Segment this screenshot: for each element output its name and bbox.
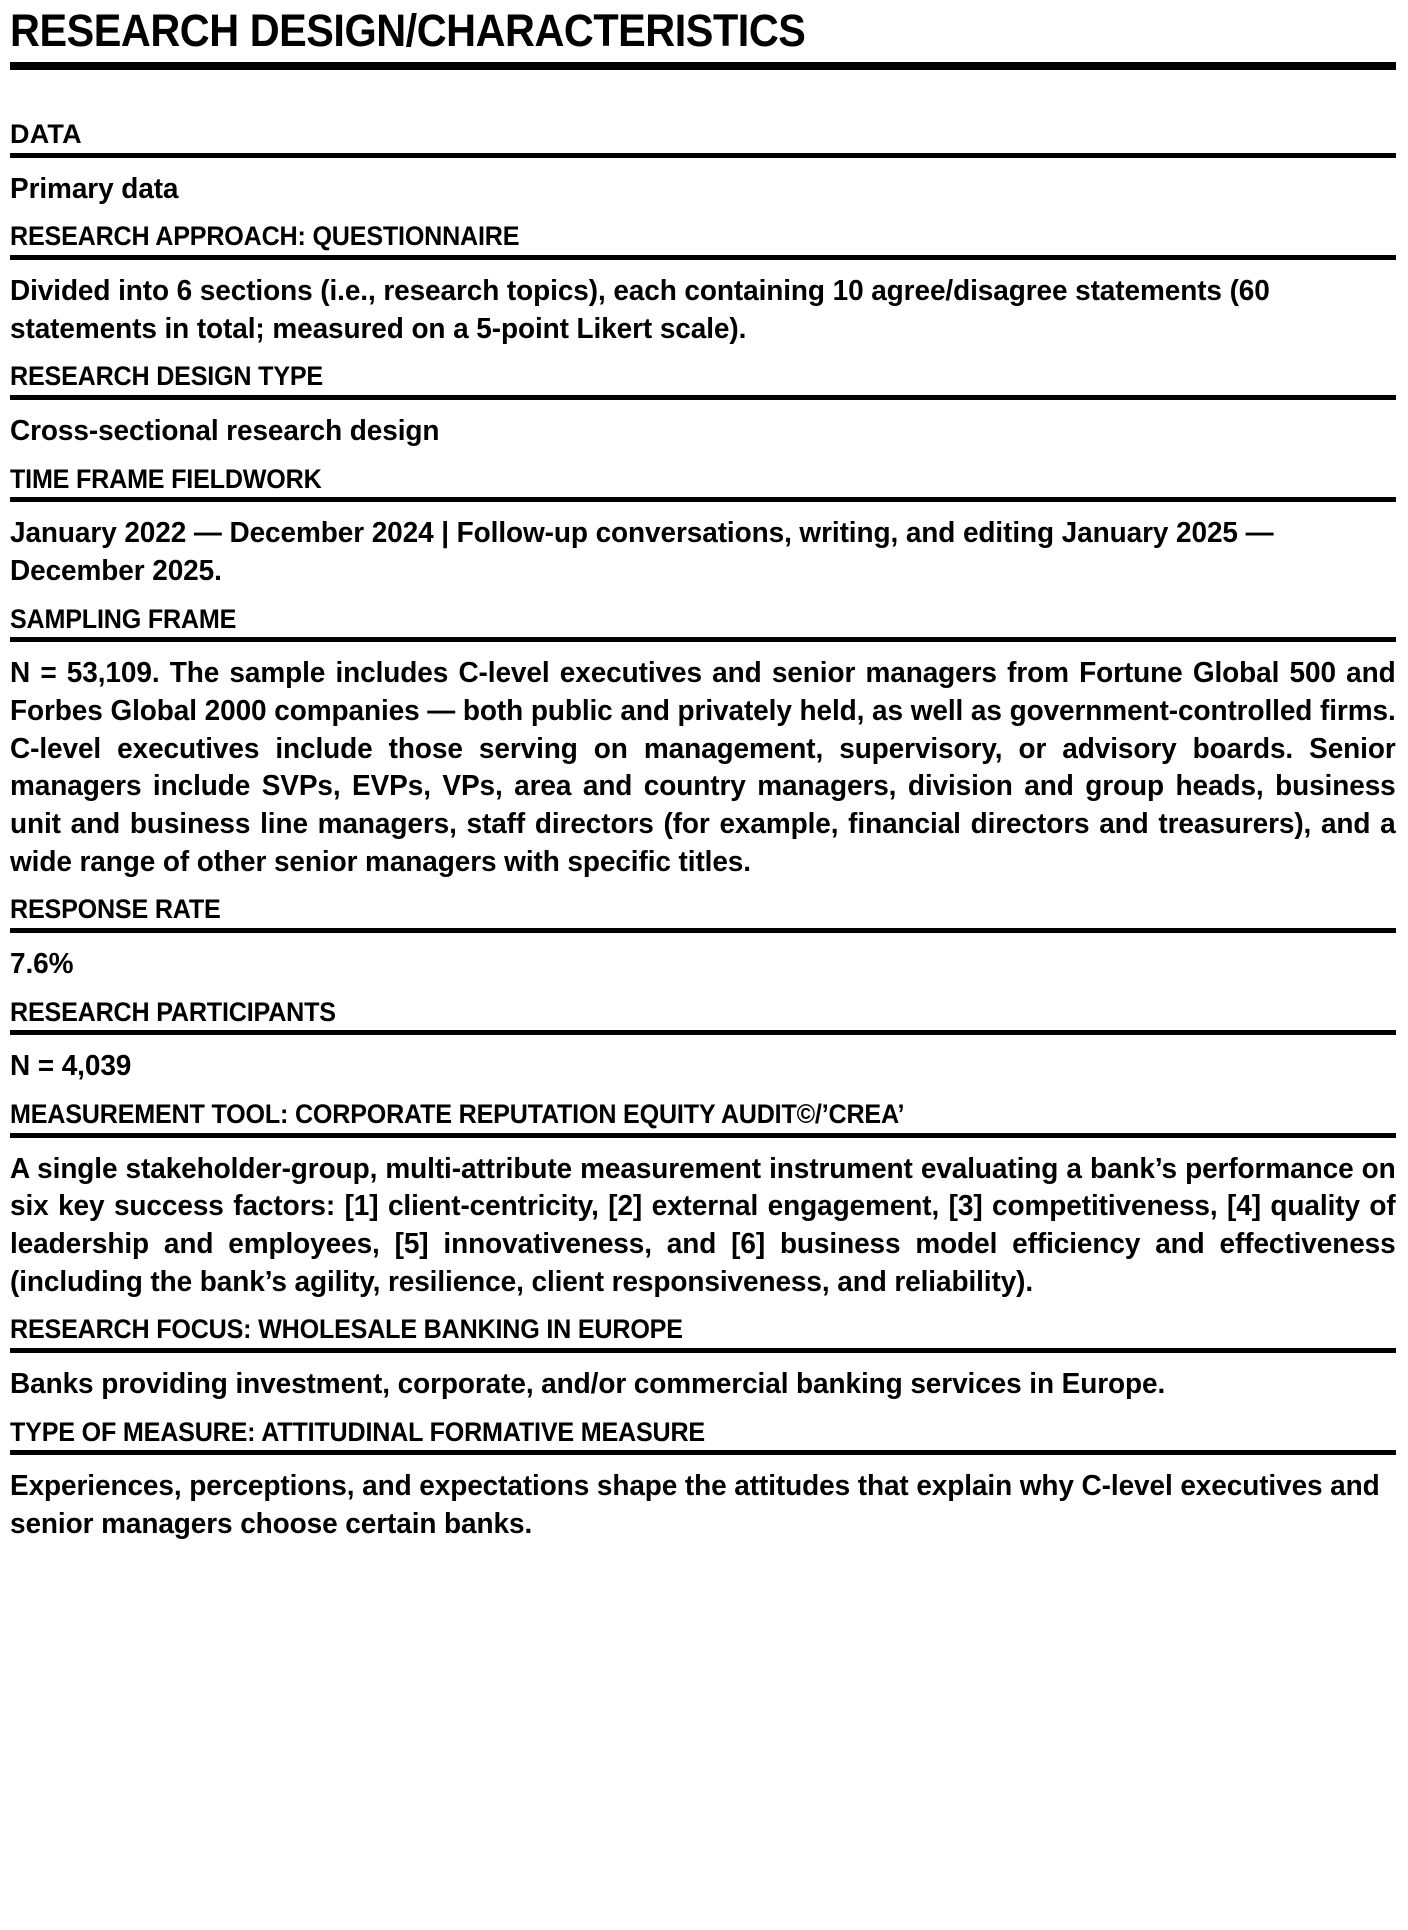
section-heading-research-approach: RESEARCH APPROACH: QUESTIONNAIRE (10, 221, 520, 252)
section-body-time-frame-fieldwork: January 2022 — December 2024 | Follow-up conversations, writing, and editing January 2025 — December 2025. (10, 517, 1274, 587)
section-heading-type-of-measure: TYPE OF MEASURE: ATTITUDINAL FORMATIVE MEASURE (10, 1416, 706, 1447)
section-heading-measurement-tool: MEASUREMENT TOOL: CORPORATE REPUTATION EQUITY AUDIT©/’CREA’ (10, 1098, 905, 1129)
section-time-frame-fieldwork (10, 465, 1396, 605)
section-research-design-type (10, 362, 1396, 464)
section-research-approach (10, 222, 1396, 362)
section-body-research-design-type: Cross-sectional research design (10, 414, 440, 447)
page-title: RESEARCH DESIGN/CHARACTERISTICS (10, 5, 806, 56)
title-spacer (10, 70, 1396, 120)
section-sampling-frame (10, 605, 1396, 896)
section-heading-research-design-type: RESEARCH DESIGN TYPE (10, 361, 324, 392)
section-body-data: Primary data (10, 172, 179, 205)
section-body-sampling-frame: N = 53,109. The sample includes C-level executives and senior managers from Fortune Global 500 and Forbes Global 2000 companies — both public and privately held, as well as government-controlled firms. C-level executives include those serving on management, supervisory, or advisory boards. Senior managers include SVPs, EVPs, VPs, area and country managers, division and group heads, business unit and business line managers, staff directors (for example, financial directors and treasurers), and a wide range of other senior managers with specific titles. (10, 657, 1396, 878)
section-heading-response-rate: RESPONSE RATE (10, 894, 221, 925)
section-measurement-tool (10, 1100, 1396, 1315)
section-body-research-focus: Banks providing investment, corporate, and/or commercial banking services in Europe. (10, 1367, 1166, 1400)
section-data (10, 120, 1396, 222)
section-heading-time-frame-fieldwork: TIME FRAME FIELDWORK (10, 463, 322, 494)
section-heading-research-focus: RESEARCH FOCUS: WHOLESALE BANKING IN EUROPE (10, 1314, 683, 1345)
title-rule (10, 62, 1396, 70)
section-response-rate (10, 895, 1396, 997)
section-heading-research-participants: RESEARCH PARTICIPANTS (10, 996, 336, 1027)
section-research-focus (10, 1315, 1396, 1417)
section-heading-data: DATA (10, 119, 82, 149)
section-body-research-approach: Divided into 6 sections (i.e., research topics), each containing 10 agree/disagree statements (60 statements in total; measured on a 5-point Likert scale). (10, 274, 1270, 345)
section-type-of-measure (10, 1418, 1396, 1558)
section-body-response-rate: 7.6% (10, 947, 74, 980)
section-body-type-of-measure: Experiences, perceptions, and expectations shape the attitudes that explain why C-level executives and senior managers choose certain banks. (10, 1470, 1380, 1540)
section-body-research-participants: N = 4,039 (10, 1050, 132, 1083)
section-research-participants (10, 998, 1396, 1100)
section-body-measurement-tool: A single stakeholder-group, multi-attribute measurement instrument evaluating a bank’s performance on six key success factors: [1] client-centricity, [2] external engagement, [3] competitiveness, [4] quality of leadership and employees, [5] innovativeness, and [6] business model efficiency and effectiveness (including the bank’s agility, resilience, client responsiveness, and reliability). (10, 1152, 1396, 1298)
section-heading-sampling-frame: SAMPLING FRAME (10, 603, 237, 634)
